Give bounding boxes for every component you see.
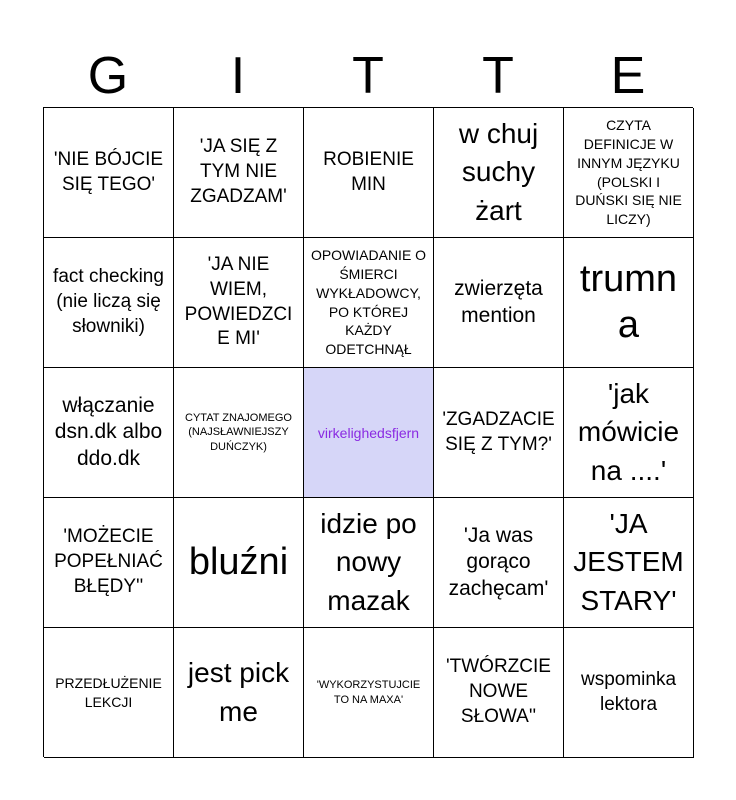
- bingo-cell[interactable]: 'WYKORZYSTUJCIE TO NA MAXA': [304, 628, 434, 758]
- header-letter-e: E: [610, 47, 646, 105]
- bingo-cell[interactable]: 'JA NIE WIEM, POWIEDZCIE MI': [174, 238, 304, 368]
- bingo-cell[interactable]: PRZEDŁUŻENIE LEKCJI: [44, 628, 174, 758]
- bingo-cell[interactable]: fact checking (nie liczą się słowniki): [44, 238, 174, 368]
- bingo-cell[interactable]: 'Ja was gorąco zachęcam': [434, 498, 564, 628]
- bingo-cell[interactable]: 'jak mówicie na ....': [564, 368, 694, 498]
- free-space-cell[interactable]: virkelighedsfjern: [304, 368, 434, 498]
- bingo-cell[interactable]: 'ZGADZACIE SIĘ Z TYM?': [434, 368, 564, 498]
- bingo-cell[interactable]: trumna: [564, 238, 694, 368]
- bingo-header: [43, 44, 693, 108]
- bingo-cell[interactable]: CZYTA DEFINICJE W INNYM JĘZYKU (POLSKI I DUŃSKI SIĘ NIE LICZY): [564, 108, 694, 238]
- bingo-cell[interactable]: włączanie dsn.dk albo ddo.dk: [44, 368, 174, 498]
- bingo-cell[interactable]: zwierzęta mention: [434, 238, 564, 368]
- bingo-board: [43, 107, 693, 757]
- bingo-cell[interactable]: jest pick me: [174, 628, 304, 758]
- bingo-cell[interactable]: 'MOŻECIE POPEŁNIAĆ BŁĘDY'': [44, 498, 174, 628]
- header-letter-t1: T: [352, 47, 384, 105]
- bingo-cell[interactable]: OPOWIADANIE O ŚMIERCI WYKŁADOWCY, PO KTÓREJ KAŻDY ODETCHNĄŁ: [304, 238, 434, 368]
- bingo-cell[interactable]: wspominka lektora: [564, 628, 694, 758]
- header-letter-t2: T: [482, 47, 514, 105]
- bingo-cell[interactable]: 'NIE BÓJCIE SIĘ TEGO': [44, 108, 174, 238]
- bingo-cell[interactable]: bluźni: [174, 498, 304, 628]
- header-letter-i: I: [230, 47, 246, 105]
- bingo-cell[interactable]: CYTAT ZNAJOMEGO (NAJSŁAWNIEJSZY DUŃCZYK): [174, 368, 304, 498]
- bingo-cell[interactable]: w chuj suchy żart: [434, 108, 564, 238]
- bingo-cell[interactable]: 'JA SIĘ Z TYM NIE ZGADZAM': [174, 108, 304, 238]
- bingo-cell[interactable]: ROBIENIE MIN: [304, 108, 434, 238]
- bingo-cell[interactable]: 'TWÓRZCIE NOWE SŁOWA'': [434, 628, 564, 758]
- header-letter-g: G: [87, 47, 129, 105]
- bingo-cell[interactable]: 'JA JESTEM STARY': [564, 498, 694, 628]
- bingo-cell[interactable]: idzie po nowy mazak: [304, 498, 434, 628]
